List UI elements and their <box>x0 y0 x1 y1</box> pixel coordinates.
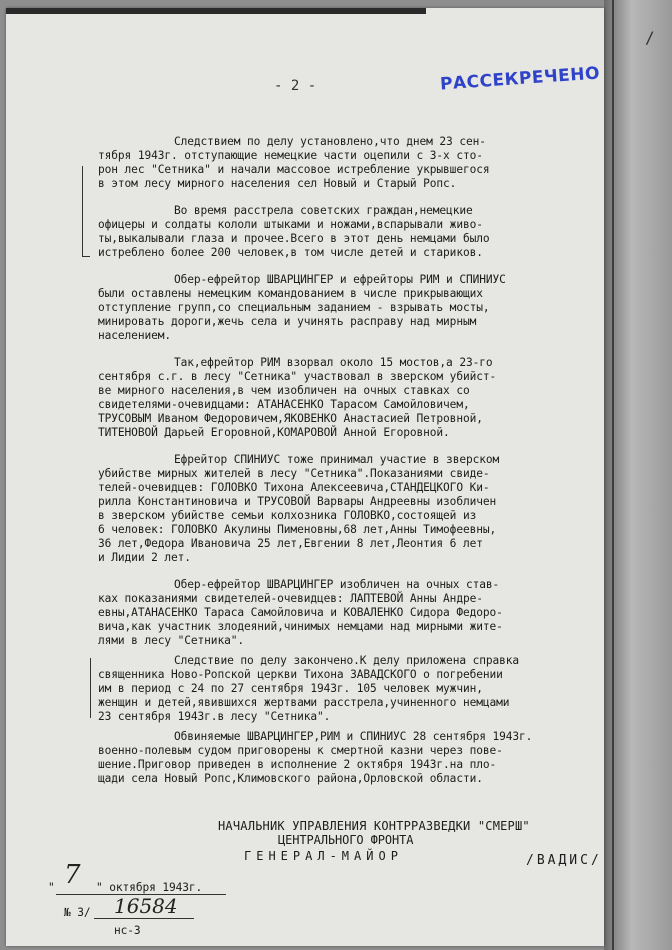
text-line: сентября с.г. в лесу "Сетника" участвовал в зверском убийст- <box>98 370 497 383</box>
text-line: офицеры и солдаты кололи штыками и ножами,вспарывали живо- <box>98 218 483 231</box>
margin-mark <box>82 256 90 257</box>
text-line: священника Ново-Ропской церкви Тихона ЗАВАДСКОГО о погребении <box>98 668 503 681</box>
text-line: шение.Приговор приведен в исполнение 2 октября 1943г.на пло- <box>98 758 497 771</box>
text-line: лями в лесу "Сетника". <box>98 634 244 647</box>
text-line: евны,АТАНАСЕНКО Тараса Самойловича и КОВАЛЕНКО Сидора Федоро- <box>98 606 503 619</box>
text-line: Обер-ефрейтор ШВАРЦИНГЕР изобличен на очных став- <box>174 578 500 591</box>
scan-edge-line <box>612 0 614 950</box>
copy-marker: нс-3 <box>114 924 141 937</box>
text-line: ках показаниями свидетелей-очевидцев: ЛАПТЕВОЙ Анны Андре- <box>98 592 483 605</box>
text-line: 23 сентября 1943г.в лесу "Сетника". <box>98 710 331 723</box>
text-line: убийстве мирных жителей в лесу "Сетника".Показаниями свиде- <box>98 467 490 480</box>
date-day: 7 <box>64 860 81 890</box>
margin-mark <box>90 658 91 718</box>
text-line: щади села Новый Ропс,Климовского района,Орловской области. <box>98 772 483 785</box>
text-line: ТРУСОВЫМ Иваном Федоровичем,ЯКОВЕНКО Анастасией Петровной, <box>98 412 483 425</box>
scan-border-top <box>6 8 426 14</box>
signatory-rank: ГЕНЕРАЛ-МАЙОР <box>244 849 403 863</box>
text-line: военно-полевым судом приговорены к смертной казни через пове- <box>98 744 503 757</box>
doc-number-prefix: № 3/ <box>64 906 91 919</box>
text-line: Обер-ефрейтор ШВАРЦИНГЕР и ефрейторы РИМ и СПИНИУС <box>174 273 506 286</box>
text-line: отступление групп,со специальным заданием - взрывать мосты, <box>98 301 490 314</box>
text-line: рон лес "Сетника" и начали массовое истребление укрывшегося <box>98 163 490 176</box>
text-line: Ефрейтор СПИНИУС тоже принимал участие в зверском <box>174 453 500 466</box>
margin-mark <box>82 166 83 256</box>
page-number: - 2 - <box>274 78 317 94</box>
text-line: телей-очевидцев: ГОЛОВКО Тихона Алексеевича,СТАНДЕЦКОГО Ки- <box>98 481 490 494</box>
text-line: Обвиняемые ШВАРЦИНГЕР,РИМ и СПИНИУС 28 сентября 1943г. <box>174 730 533 743</box>
text-line: ве мирного населения,в чем изобличен на очных ставках со <box>98 384 470 397</box>
date-quote: " <box>48 881 55 894</box>
text-line: тября 1943г. отступающие немецкие части оцепили с 3-х сто- <box>98 149 483 162</box>
text-line: в этом лесу мирного населения сел Новый и Старый Ропс. <box>98 177 457 190</box>
signatory-name: /ВАДИС/ <box>526 853 602 868</box>
text-line: были оставлены немецким командованием в числе прикрывающих <box>98 287 483 300</box>
text-line: вича,как участник злодеяний,чинимых немцами над мирными жите- <box>98 620 503 633</box>
text-line: в зверском убийстве семьи колхозника ГОЛОВКО,состоящей из <box>98 509 477 522</box>
doc-number: 16584 <box>114 894 178 918</box>
text-line: Так,ефрейтор РИМ взорвал около 15 мостов,а 23-го <box>174 356 493 369</box>
document-page <box>6 8 604 946</box>
margin-slash-mark: / <box>645 28 655 47</box>
number-underline <box>94 918 194 919</box>
text-line: минировать дороги,жечь села и учинять расправу над мирным <box>98 315 477 328</box>
scan-border-right <box>604 0 672 950</box>
signatory-title: НАЧАЛЬНИК УПРАВЛЕНИЯ КОНТРРАЗВЕДКИ "СМЕРШ" <box>218 819 530 833</box>
text-line: свидетелями-очевидцами: АТАНАСЕНКО Тарасом Самойловичем, <box>98 398 470 411</box>
signatory-front: ЦЕНТРАЛЬНОГО ФРОНТА <box>278 833 414 847</box>
text-line: ТИТЕНОВОЙ Дарьей Егоровной,КОМАРОВОЙ Анной Егоровной. <box>98 426 450 439</box>
text-line: Следствием по делу установлено,что днем 23 сен- <box>174 135 486 148</box>
text-line: женщин и детей,явившихся жертвами расстрела,учиненного немцами <box>98 696 510 709</box>
text-line: Следствие по делу закончено.К делу приложена справка <box>174 654 520 667</box>
date-month-year: " октября 1943г. <box>96 881 203 894</box>
text-line: 6 человек: ГОЛОВКО Акулины Пименовны,68 лет,Анны Тимофеевны, <box>98 523 497 536</box>
text-line: населением. <box>98 329 171 342</box>
text-line: истреблено более 200 человек,в том числе детей и стариков. <box>98 246 483 259</box>
text-line: рилла Константиновича и ТРУСОВОЙ Варвары Андреевны изобличен <box>98 495 497 508</box>
declassified-stamp: РАССЕКРЕЧЕНО <box>439 63 601 95</box>
text-line: Во время расстрела советских граждан,немецкие <box>174 204 473 217</box>
text-line: и Лидии 2 лет. <box>98 551 191 564</box>
text-line: 36 лет,Федора Ивановича 25 лет,Евгении 8 лет,Леонтия 6 лет <box>98 537 483 550</box>
text-line: им в период с 24 по 27 сентября 1943г. 105 человек мужчин, <box>98 682 483 695</box>
text-line: ты,выкалывали глаза и прочее.Всего в этот день немцами было <box>98 232 490 245</box>
